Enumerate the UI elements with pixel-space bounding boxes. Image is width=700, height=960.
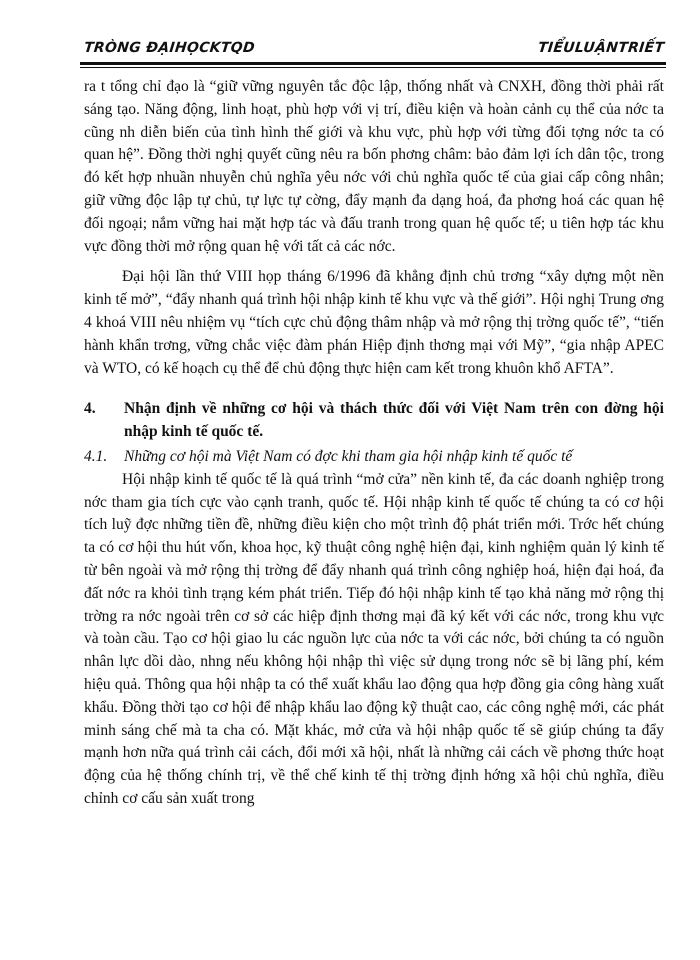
subsection-number: 4.1. [84, 447, 108, 465]
paragraph-co-hoi: Hội nhập kinh tế quốc tế là quá trình “mở cửa” nền kinh tế, đa các doanh nghiệp trong nớc tham gia tích cực vào cạnh tranh, quốc tế. Hội nhập kinh tế quốc tế chúng ta có cơ hội tích luỹ đợc những tiền đề, những điều kiện cho một trình độ phát triển mới. Trớc hết chúng ta có cơ hội thu hút vốn, khoa học, kỹ thuật công nghệ hiện đại, kinh nghiệm quản lý kinh tế từ bên ngoài và mở rộng thị trờng để đẩy nhanh quá trình công nghiệp hoá, hiện đại hoá, đa đất nớc ra khỏi tình trạng kém phát triển. Tiếp đó hội nhập kinh tế tạo khả năng mở rộng thị trờng ra nớc ngoài trên cơ sở các hiệp định thơng mại đã ký kết với các nớc, trong khu vực và toàn cầu. Tạo cơ hội giao lu các nguồn lực của nớc ta với các nớc, bởi chúng ta có nguồn nhân lực dồi dào, nhng nếu không hội nhập thì việc sử dụng trong nớc sẽ bị lãng phí, kém hiệu quả. Thông qua hội nhập ta có thể xuất khẩu lao động qua hợp đồng gia công hàng xuất khẩu. Đồng thời tạo cơ hội để nhập khẩu lao động kỹ thuật cao, các công nghệ mới, các phát minh sáng chế mà ta cha có. Mặt khác, mở cửa và hội nhập quốc tế sẽ giúp chúng ta đẩy mạnh hơn nữa quá trình cải cách, đổi mới xã hội, nhất là những cải cách về phơng thức hoạt động của hệ thống chính trị, về thể chế kinh tế thị trờng định hớng xã hội chủ nghĩa, điều chỉnh cơ cấu sản xuất trong [84, 470, 664, 807]
subsection-heading-4-1 [84, 446, 664, 469]
section-number: 4. [84, 400, 96, 418]
paragraph-dai-hoi-viii: Đại hội lần thứ VIII họp tháng 6/1996 đã khẳng định chủ trơng “xây dựng một nền kinh tế mở”, “đẩy nhanh quá trình hội nhập kinh tế khu vực và thế giới”. Hội nghị Trung ơng 4 khoá VIII nêu nhiệm vụ “tích cực chủ động thâm nhập và mở rộng thị trờng quốc tế”, “tiến hành khẩn trơng, vững chắc việc đàm phán Hiệp định thơng mại với Mỹ”, “gia nhập APEC và WTO, có kế hoạch cụ thể để chủ động thực hiện cam kết trong khuôn khổ AFTA”. [84, 268, 664, 377]
subsection-title: Những cơ hội mà Việt Nam có đợc khi tham gia hội nhập kinh tế quốc tế [124, 447, 573, 465]
header-rule-thin [80, 67, 666, 68]
document-body [84, 76, 664, 811]
section-title: Nhận định về những cơ hội và thách thức đối với Việt Nam trên con đờng hội nhập kinh tế quốc tế. [124, 400, 664, 441]
paragraph-continuation: ra t tổng chỉ đạo là “giữ vững nguyên tắc độc lập, thống nhất và CNXH, đồng thời phải rất sáng tạo. Năng động, linh hoạt, phù hợp với vị trí, điều kiện và hoàn cảnh cụ thể của nớc ta cũng nh diễn biến của tình hình thế giới và khu vực, phù hợp với từng đối tợng nớc ta có quan hệ”. Đồng thời nghị quyết cũng nêu ra bốn phơng châm: bảo đảm lợi ích dân tộc, trong đó kết hợp nhuần nhuyễn chủ nghĩa yêu nớc với chủ nghĩa quốc tế của giai cấp công nhân; giữ vững độc lập tự chủ, tự lực tự cờng, đẩy mạnh đa dạng hoá, đa phơng hoá các quan hệ đối ngoại; nắm vững hai mặt hợp tác và đấu tranh trong quan hệ quốc tế; u tiên hợp tác khu vực đồng thời mở rộng quan hệ với tất cả các nớc. [84, 78, 664, 255]
header-essay-title: TIỂULUẬNTRIẾT [536, 40, 665, 56]
section-heading-4 [84, 398, 664, 444]
header-school-name: TRÒNG ĐẠIHỌCKTQD [83, 40, 256, 56]
header-rule-thick [80, 62, 666, 65]
